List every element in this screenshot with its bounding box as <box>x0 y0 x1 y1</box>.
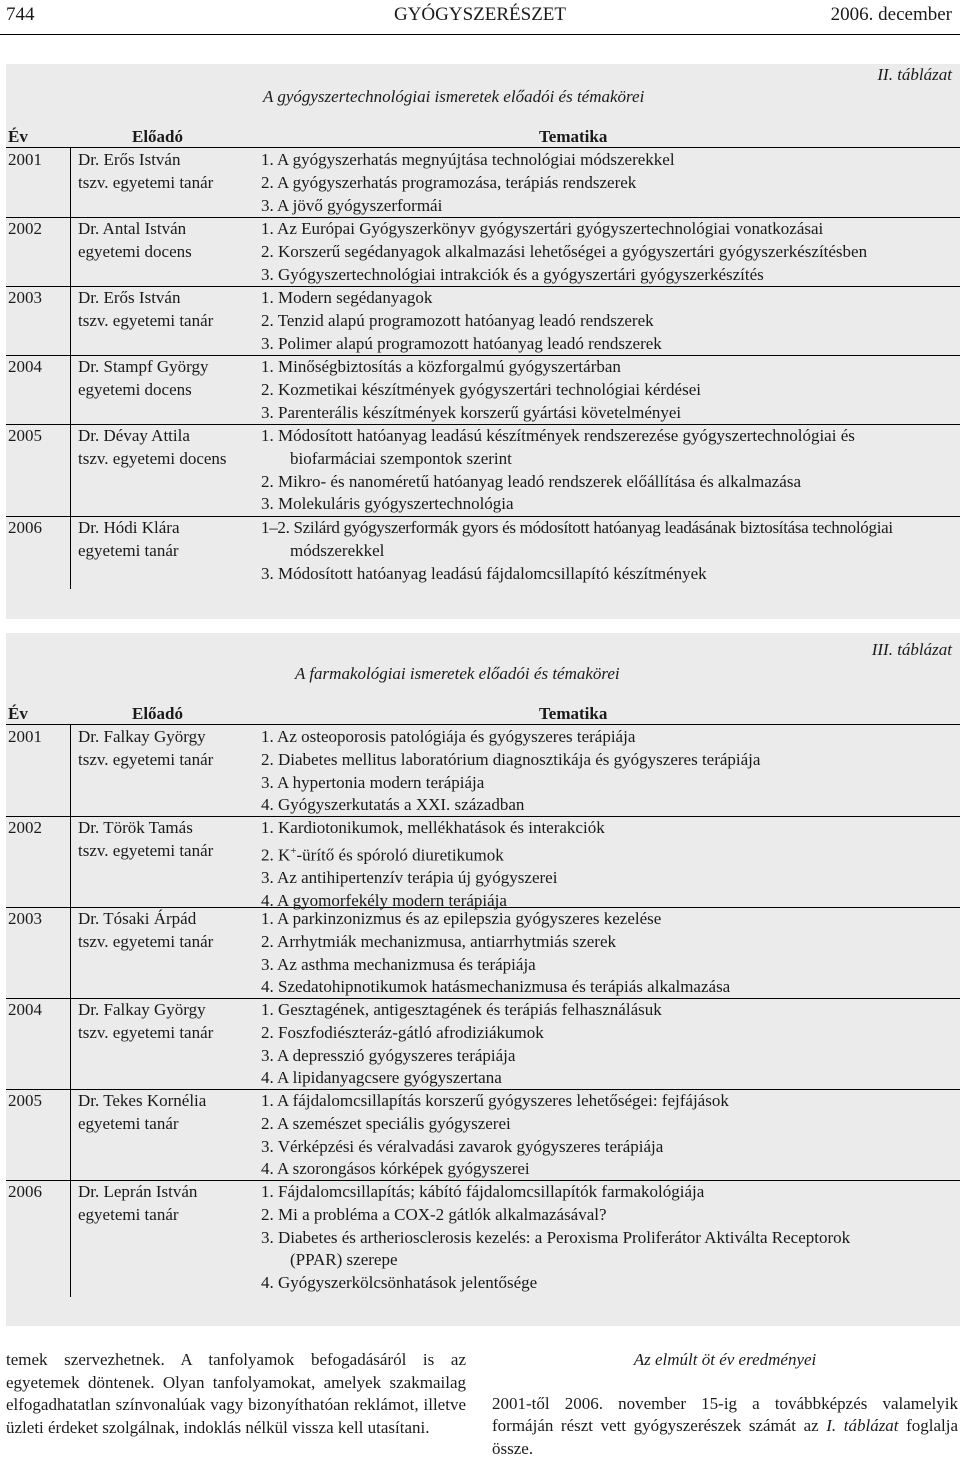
topic-item: 1. Modern segédanyagok <box>261 288 433 307</box>
row-topics <box>261 218 959 286</box>
topic-item: 3. Az antihipertenzív terápia új gyógyszerei <box>261 868 558 888</box>
topic-item: 2. Kozmetikai készítmények gyógyszertári technológiai kérdései <box>261 379 701 399</box>
table-row <box>6 816 960 911</box>
page-header <box>0 0 960 35</box>
table-row <box>6 998 960 1090</box>
row-topics <box>261 1181 959 1295</box>
topic-item: 3. Az asthma mechanizmusa és terápiája <box>261 954 536 974</box>
lecturer-name: Dr. Dévay Attila <box>78 426 190 445</box>
table-title: A gyógyszertechnológiai ismeretek előadói és témakörei <box>263 87 645 106</box>
topic-item: 4. Gyógyszerkutatás a XXI. században <box>261 795 525 815</box>
lecturer-title: tszv. egyetemi tanár <box>78 1022 214 1042</box>
topic-item: 2. Mi a probléma a COX-2 gátlók alkalmazásával? <box>261 1204 607 1224</box>
table-reference: I. táblázat <box>826 1416 899 1436</box>
body-text-right-column <box>492 1349 958 1461</box>
topic-item: 1. Fájdalomcsillapítás; kábító fájdalomcsillapítók farmakológiája <box>261 1182 705 1201</box>
row-year: 2002 <box>8 818 42 837</box>
row-year: 2006 <box>8 1182 42 1201</box>
column-header-year: Év <box>8 704 28 723</box>
row-lecturer <box>78 425 258 471</box>
table-2 <box>6 64 960 619</box>
lecturer-title: tszv. egyetemi docens <box>78 448 227 468</box>
page-number: 744 <box>6 4 35 25</box>
topic-item: 2. Arrhytmiák mechanizmusa, antiarrhytmiás szerek <box>261 931 616 951</box>
topic-item: 3. Diabetes és artheriosclerosis kezelés: a Peroxisma Proliferátor Aktiválta Receptorok <box>261 1227 851 1247</box>
topic-item-continuation: módszerekkel <box>290 540 385 560</box>
lecturer-name: Dr. Falkay György <box>78 1000 206 1019</box>
topic-item: 2. Korszerű segédanyagok alkalmazási lehetőségei a gyógyszertári gyógyszerkészítésben <box>261 241 868 261</box>
row-lecturer <box>78 908 258 954</box>
lecturer-name: Dr. Erős István <box>78 150 181 169</box>
table-header-row <box>6 125 960 148</box>
issue-date: 2006. december <box>830 4 952 25</box>
row-lecturer <box>78 726 258 772</box>
row-year: 2003 <box>8 288 42 307</box>
lecturer-title: egyetemi docens <box>78 241 192 261</box>
table-3 <box>6 633 960 1326</box>
topic-item: 1. Az Európai Gyógyszerkönyv gyógyszertári gyógyszertechnológiai vonatkozásai <box>261 219 824 238</box>
topic-item: 2. K+-ürítő és spóroló diuretikumok <box>261 844 504 865</box>
lecturer-title: egyetemi tanár <box>78 540 179 560</box>
table-header-row <box>6 702 960 725</box>
row-topics <box>261 149 959 217</box>
table-row <box>6 516 960 589</box>
topic-item: 3. Gyógyszertechnológiai intrakciók és a gyógyszertári gyógyszerkészítés <box>261 264 764 284</box>
topic-item: 1. Módosított hatóanyag leadású készítmények rendszerezése gyógyszertechnológiai és <box>261 426 855 445</box>
row-topics <box>261 356 959 424</box>
table-row <box>6 217 960 287</box>
lecturer-name: Dr. Antal István <box>78 219 187 238</box>
topic-item: 4. A szorongásos kórképek gyógyszerei <box>261 1159 530 1179</box>
table-row <box>6 148 960 218</box>
column-header-lecturer: Előadó <box>132 704 184 723</box>
topic-item: 1–2. Szilárd gyógyszerformák gyors és módosított hatóanyag leadásának biztosítása technológiai <box>261 518 893 537</box>
row-lecturer <box>78 517 258 563</box>
lecturer-name: Dr. Erős István <box>78 288 181 307</box>
topic-item: 3. Molekuláris gyógyszertechnológia <box>261 494 514 514</box>
row-year: 2004 <box>8 1000 42 1019</box>
topic-item: 2. Foszfodiészteráz-gátló afrodiziákumok <box>261 1022 544 1042</box>
topic-item: 3. A depresszió gyógyszeres terápiája <box>261 1045 516 1065</box>
row-year: 2001 <box>8 727 42 746</box>
row-lecturer <box>78 356 258 402</box>
column-header-lecturer: Előadó <box>132 127 184 146</box>
row-topics <box>261 817 959 913</box>
table-row <box>6 907 960 999</box>
table-number: II. táblázat <box>877 65 952 84</box>
row-topics <box>261 1090 959 1181</box>
table-row <box>6 1089 960 1181</box>
table-row <box>6 725 960 817</box>
topic-item-continuation: biofarmáciai szempontok szerint <box>290 448 512 468</box>
topic-item: 3. A jövő gyógyszerformái <box>261 195 443 215</box>
row-lecturer <box>78 149 258 195</box>
lecturer-title: tszv. egyetemi tanár <box>78 840 214 860</box>
column-header-topics: Tematika <box>539 704 608 723</box>
lecturer-name: Dr. Tósaki Árpád <box>78 909 197 928</box>
topic-item: 3. A hypertonia modern terápiája <box>261 772 485 792</box>
topic-item: 3. Parenterális készítmények korszerű gyártási követelményei <box>261 402 682 422</box>
topic-item: 2. Mikro- és nanoméretű hatóanyag leadó rendszerek előállítása és alkalmazása <box>261 471 801 491</box>
topic-item: 2. Tenzid alapú programozott hatóanyag leadó rendszerek <box>261 310 654 330</box>
row-year: 2005 <box>8 426 42 445</box>
lecturer-title: egyetemi docens <box>78 379 192 399</box>
topic-item: 1. Kardiotonikumok, mellékhatások és interakciók <box>261 818 605 837</box>
table-row <box>6 355 960 425</box>
table-number: III. táblázat <box>871 640 952 659</box>
row-year: 2004 <box>8 357 42 376</box>
lecturer-title: tszv. egyetemi tanár <box>78 310 214 330</box>
lecturer-name: Dr. Török Tamás <box>78 818 193 837</box>
table-row <box>6 424 960 517</box>
row-topics <box>261 425 959 516</box>
journal-name: GYÓGYSZERÉSZET <box>393 4 567 25</box>
row-year: 2001 <box>8 150 42 169</box>
superscript-plus: + <box>290 844 297 857</box>
row-lecturer <box>78 1090 258 1136</box>
table-row <box>6 1180 960 1297</box>
row-lecturer <box>78 218 258 264</box>
topic-item: 2. A szemészet speciális gyógyszerei <box>261 1113 511 1133</box>
topic-item: 1. Az osteoporosis patológiája és gyógyszeres terápiája <box>261 727 636 746</box>
lecturer-name: Dr. Stampf György <box>78 357 209 376</box>
row-lecturer <box>78 817 258 863</box>
table-row <box>6 286 960 356</box>
row-topics <box>261 726 959 817</box>
row-year: 2002 <box>8 219 42 238</box>
column-header-topics: Tematika <box>539 127 608 146</box>
column-header-year: Év <box>8 127 28 146</box>
row-year: 2005 <box>8 1091 42 1110</box>
topic-item: 2. A gyógyszerhatás programozása, terápiás rendszerek <box>261 172 637 192</box>
lecturer-name: Dr. Hódi Klára <box>78 518 180 537</box>
lecturer-name: Dr. Falkay György <box>78 727 206 746</box>
topic-item: 1. A fájdalomcsillapítás korszerű gyógyszeres lehetőségei: fejfájások <box>261 1091 729 1110</box>
topic-item: 3. Vérképzési és véralvadási zavarok gyógyszeres terápiája <box>261 1136 664 1156</box>
topic-item: 4. Szedatohipnotikumok hatásmechanizmusa és terápiás alkalmazása <box>261 977 731 997</box>
topic-item: 1. Minőségbiztosítás a közforgalmú gyógyszertárban <box>261 357 621 376</box>
row-topics <box>261 287 959 355</box>
paragraph-text: 2001-től 2006. november 15-ig a továbbképzés valamelyik formáján részt vett gyógyszerészek számát az <box>492 1393 958 1436</box>
row-lecturer <box>78 287 258 333</box>
topic-item: 2. Diabetes mellitus laboratórium diagnosztikája és gyógyszeres terápiája <box>261 749 761 769</box>
topic-item: 4. A lipidanyagcsere gyógyszertana <box>261 1068 502 1088</box>
lecturer-name: Dr. Tekes Kornélia <box>78 1091 207 1110</box>
row-lecturer <box>78 1181 258 1227</box>
topic-item: 1. A gyógyszerhatás megnyújtása technológiai módszerekkel <box>261 150 675 169</box>
topic-item: 4. Gyógyszerkölcsönhatások jelentősége <box>261 1273 538 1293</box>
row-lecturer <box>78 999 258 1045</box>
body-text-left-column: temek szervezhetnek. A tanfolyamok befogadásáról is az egyetemek döntenek. Olyan tanfolyamokat, amelyek szakmailag elfogadhatatlan színvonalúak vagy bizonyíthatóan reklámot, illetve üzleti érdeket szolgálnak, indoklás nélkül vissza kell utasítani. <box>6 1350 466 1438</box>
topic-item: 1. A parkinzonizmus és az epilepszia gyógyszeres kezelése <box>261 909 662 928</box>
table-title: A farmakológiai ismeretek előadói és témakörei <box>295 664 620 683</box>
lecturer-title: egyetemi tanár <box>78 1204 179 1224</box>
row-topics <box>261 908 959 999</box>
lecturer-name: Dr. Leprán István <box>78 1182 198 1201</box>
row-topics <box>261 517 959 585</box>
section-heading: Az elmúlt öt év eredményei <box>633 1350 817 1369</box>
topic-item: 4. A gyomorfekély modern terápiája <box>261 891 507 911</box>
row-year: 2006 <box>8 518 42 537</box>
lecturer-title: tszv. egyetemi tanár <box>78 172 214 192</box>
row-topics <box>261 999 959 1090</box>
lecturer-title: tszv. egyetemi tanár <box>78 931 214 951</box>
lecturer-title: tszv. egyetemi tanár <box>78 749 214 769</box>
topic-item: 3. Módosított hatóanyag leadású fájdalomcsillapító készítmények <box>261 563 707 583</box>
topic-item: 1. Gesztagének, antigesztagének és terápiás felhasználásuk <box>261 1000 662 1019</box>
row-year: 2003 <box>8 909 42 928</box>
topic-item: 3. Polimer alapú programozott hatóanyag leadó rendszerek <box>261 333 662 353</box>
lecturer-title: egyetemi tanár <box>78 1113 179 1133</box>
topic-item-continuation: (PPAR) szerepe <box>290 1250 398 1270</box>
paragraph-text-end: foglalja össze. <box>492 1416 959 1459</box>
section-paragraph <box>492 1393 958 1461</box>
